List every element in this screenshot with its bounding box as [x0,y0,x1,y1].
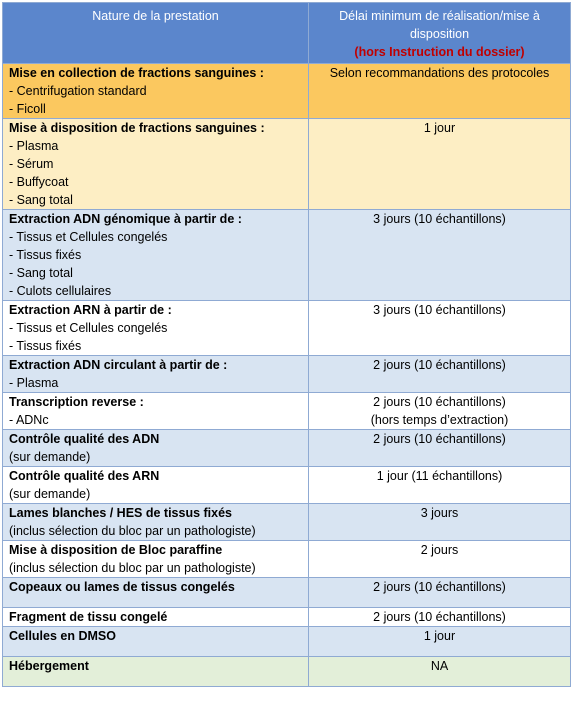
delay-value: NA [430,659,449,673]
header-service-nature [3,3,309,64]
service-cell [3,430,309,467]
delay-value: 1 jour [423,629,456,643]
service-cell [3,578,309,608]
service-cell [3,504,309,541]
service-title: Contrôle qualité des ARN [9,469,160,483]
delay-value: (hors temps d’extraction) [370,413,509,427]
table-row [3,608,571,627]
delay-value: Selon recommandations des protocoles [329,66,550,80]
service-title: Transcription reverse : [9,395,144,409]
header-col2-line-1: Délai minimum de réalisation/mise à [339,9,540,23]
delay-cell [309,430,571,467]
delay-cell [309,657,571,687]
delay-value: 1 jour (11 échantillons) [376,469,503,483]
service-cell [3,608,309,627]
service-detail: - Plasma [9,376,59,390]
services-table [2,2,571,687]
service-detail: (sur demande) [9,487,91,501]
services-table-container [2,2,570,687]
table-row [3,393,571,430]
delay-cell [309,64,571,119]
service-detail: - Culots cellulaires [9,284,112,298]
service-cell [3,301,309,356]
service-detail: (inclus sélection du bloc par un pathologiste) [9,524,256,538]
delay-value: 2 jours (10 échantillons) [373,580,506,594]
service-title: Extraction ADN circulant à partir de : [9,358,228,372]
delay-cell [309,541,571,578]
service-title: Copeaux ou lames de tissus congelés [9,580,235,594]
service-detail: - Plasma [9,139,59,153]
service-detail: (sur demande) [9,450,91,464]
service-title: Cellules en DMSO [9,629,116,643]
service-cell [3,356,309,393]
delay-cell [309,608,571,627]
service-detail: - Tissus et Cellules congelés [9,230,168,244]
header-col2-line-2: disposition [409,27,470,41]
service-detail: - Tissus fixés [9,248,82,262]
table-row [3,578,571,608]
service-cell [3,393,309,430]
service-cell [3,467,309,504]
service-cell [3,541,309,578]
service-detail: - Ficoll [9,102,46,116]
header-col2-note: (hors Instruction du dossier) [354,45,525,59]
table-row [3,627,571,657]
service-detail: - Sang total [9,193,73,207]
table-row [3,467,571,504]
delay-value: 3 jours (10 échantillons) [373,212,506,226]
service-title: Lames blanches / HES de tissus fixés [9,506,233,520]
table-body [3,64,571,687]
service-detail: - Tissus fixés [9,339,82,353]
delay-cell [309,210,571,301]
delay-cell [309,627,571,657]
delay-value: 2 jours (10 échantillons) [373,610,506,624]
service-cell [3,627,309,657]
service-detail: - Buffycoat [9,175,69,189]
service-title: Extraction ARN à partir de : [9,303,172,317]
delay-cell [309,578,571,608]
delay-value: 3 jours [420,506,459,520]
delay-cell [309,301,571,356]
delay-value: 1 jour [423,121,456,135]
service-detail: - Centrifugation standard [9,84,147,98]
service-title: Contrôle qualité des ADN [9,432,160,446]
table-row [3,301,571,356]
service-cell [3,119,309,210]
table-header-row [3,3,571,64]
table-row [3,657,571,687]
delay-cell [309,467,571,504]
service-detail: - Sang total [9,266,73,280]
service-title: Mise en collection de fractions sanguines : [9,66,264,80]
service-cell [3,210,309,301]
table-row [3,119,571,210]
delay-value: 2 jours [420,543,459,557]
service-detail: - ADNc [9,413,49,427]
service-title: Mise à disposition de fractions sanguines : [9,121,265,135]
delay-cell [309,119,571,210]
service-title: Extraction ADN génomique à partir de : [9,212,242,226]
service-detail: - Tissus et Cellules congelés [9,321,168,335]
delay-cell [309,504,571,541]
delay-value: 2 jours (10 échantillons) [373,432,506,446]
delay-value: 2 jours (10 échantillons) [373,358,506,372]
delay-cell [309,393,571,430]
header-col1-label: Nature de la prestation [92,9,219,23]
service-title: Mise à disposition de Bloc paraffine [9,543,223,557]
table-row [3,430,571,467]
service-detail: (inclus sélection du bloc par un pathologiste) [9,561,256,575]
table-row [3,541,571,578]
service-detail: - Sérum [9,157,54,171]
service-title: Fragment de tissu congelé [9,610,168,624]
service-title: Hébergement [9,659,89,673]
table-row [3,64,571,119]
table-row [3,504,571,541]
service-cell [3,657,309,687]
delay-value: 3 jours (10 échantillons) [373,303,506,317]
service-cell [3,64,309,119]
delay-cell [309,356,571,393]
delay-value: 2 jours (10 échantillons) [373,395,506,409]
header-delay [309,3,571,64]
table-row [3,356,571,393]
table-row [3,210,571,301]
